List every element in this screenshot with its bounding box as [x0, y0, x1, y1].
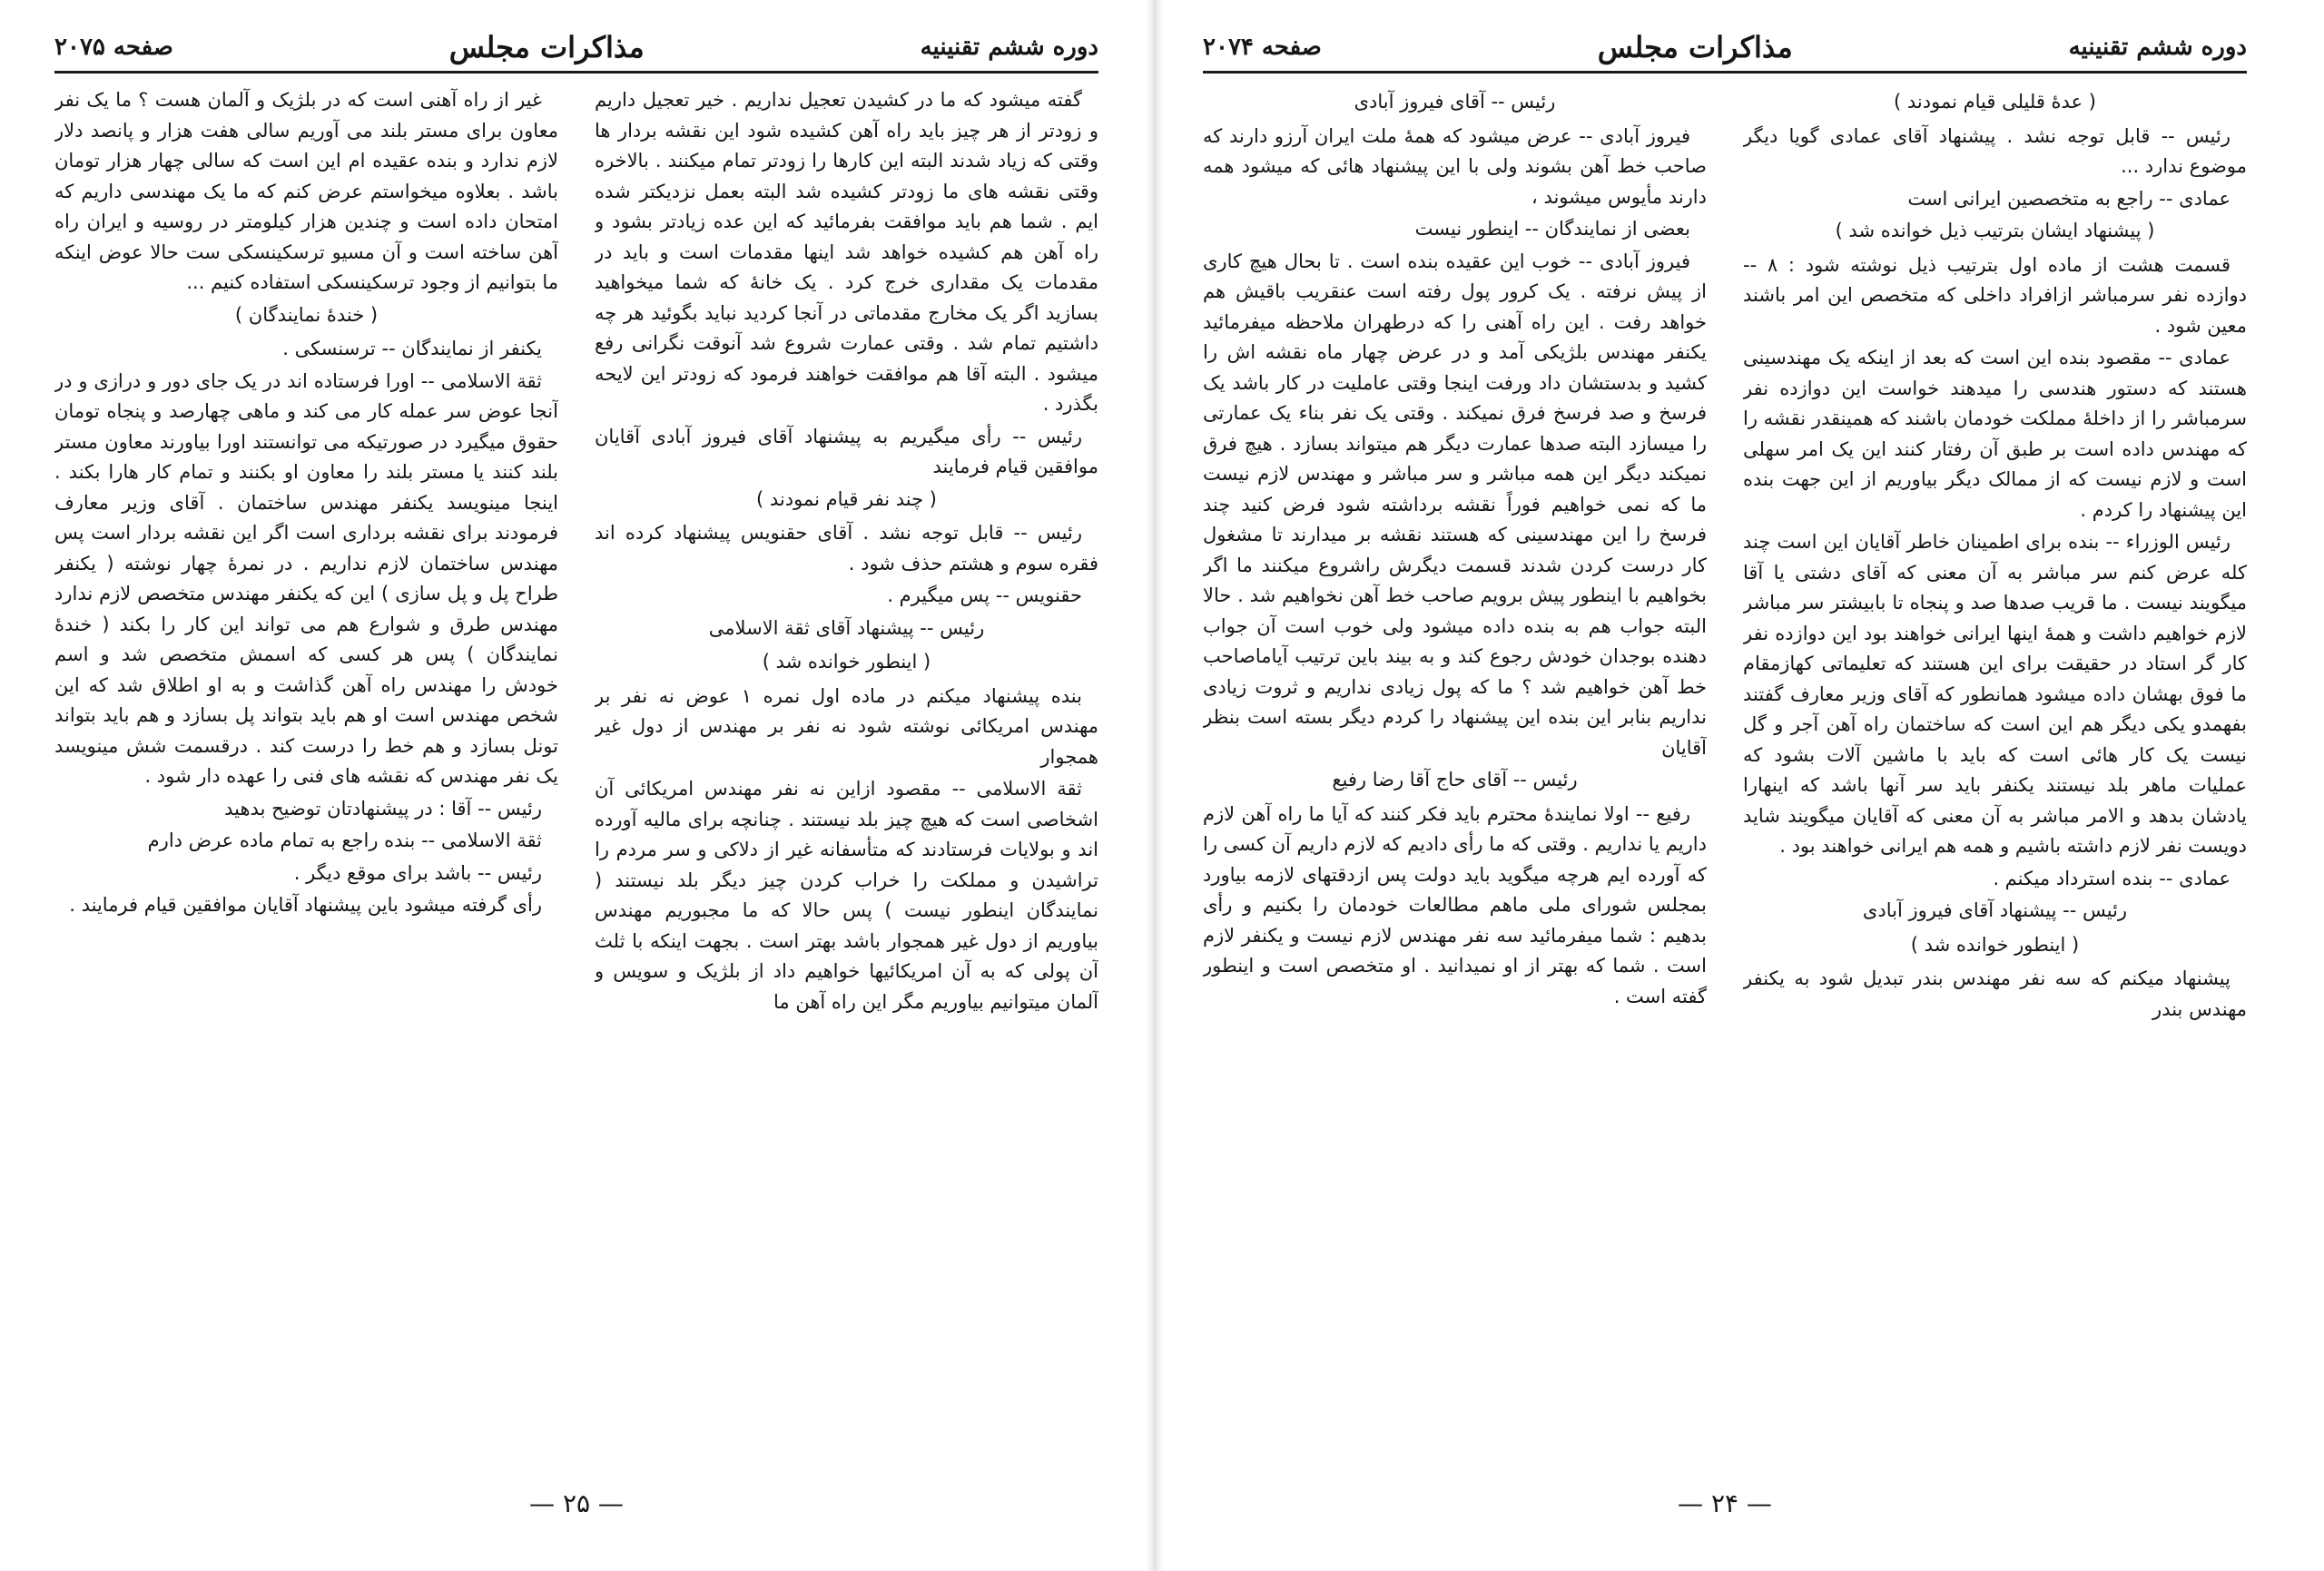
text-columns	[54, 85, 1098, 1469]
paragraph: حقنویس -- پس میگیرم .	[887, 584, 1082, 606]
centered-note: رئیس -- آقای فیروز آبادی	[1354, 91, 1556, 113]
centered-note: ( خندهٔ نمایندگان )	[234, 303, 379, 326]
header-page-label: صفحه ۲۰۷۵	[54, 34, 173, 61]
column-gap	[558, 85, 595, 1469]
paragraph: رئیس -- آقا : در پیشنهادتان توضیح بدهید	[224, 797, 542, 820]
paragraph: رفیع -- اولا نمایندهٔ محترم باید فکر کنند که آیا ما راه آهن لازم داریم یا نداریم . وقتی که ما رأی دادیم که لازم داریم آن کسی را که آورده ایم هرچه میگوید باید دولت پس ازدقتهای لازمه بیاورد بمجلس شورای ملی ماهم مطالعات خودمان را بکنیم و رأی بدهیم : شما میفرمائید سه نفر مهندس لازم نیست و یکنفر لازم است . شما که بهتر از او نمیدانید . او متخصص است و اینطور گفته است .	[1203, 802, 1707, 1007]
paragraph: قسمت هشت از ماده اول بترتیب ذیل نوشته شود : ۸ -- دوازده نفر سرمباشر ازافراد داخلی که متخصص این امر باشند معین شود .	[1743, 253, 2247, 337]
centered-note: ( چند نفر قیام نمودند )	[756, 487, 937, 510]
paragraph: رئیس -- قابل توجه نشد . پیشنهاد آقای عمادی گویا دیگر موضوع ندارد ...	[1743, 124, 2247, 177]
paragraph: ثقة الاسلامی -- بنده راجع به تمام ماده عرض دارم	[147, 830, 542, 851]
paragraph: گفته میشود که ما در کشیدن تعجیل نداریم . خیر تعجیل داریم و زودتر از هر چیز باید راه آهن کشیده شود این نقشه بردار ها وقتی که زیاد شدند البته این کارها را زودتر تمام میکنند . بالاخره وقتی نقشه های ما زودتر کشیده شد البته بعمل نزدیکتر شده ایم . شما هم باید موافقت بفرمائید که این عده زیادتر بشود و راه آهن هم کشیده خواهد شد اینها مقدمات است و باید در مقدمات یک مقداری خرج کرد . یک خانهٔ که شما میخواهید بسازید اگر یک مخارج مقدماتی در آنجا کردید نباید بگوئید هر چه داشتیم تمام شد . وقتی عمارت شروع شد آنوقت نگرانی رفع میشود . البته آقا هم موافقت خواهند فرمود که زودتر این لایحه بگذرد .	[595, 89, 1098, 415]
book-gutter	[1146, 0, 1164, 1571]
paragraph: یکنفر از نمایندگان -- ترسنسکی .	[282, 338, 542, 359]
page-number: — ۲۴ —	[1678, 1488, 1772, 1518]
paragraph: رئیس الوزراء -- بنده برای اطمینان خاطر آقایان این است چند کله عرض کنم سر مباشر به آن معنی که آقای دشتی یا آقا میگویند نیست . ما قریب صدها صد و پنجاه تا بابیشتر سر مباشر لازم خواهیم داشت و همهٔ اینها ایرانی خواهند بود این دوازده نفر کار گر استاد در حقیقت برای این هستند که تعلیماتی کهازمقام ما فوق بهشان داده میشود همانطور که آقای وزیر معارف گفتند بفهمدو یکی دیگر هم این است که ساختمان راه آهن آجر و گل نیست یک کار هائی است که باید با ماشین آلات بشود که عملیات ماهر بلد نیستند یکنفر باید سر آنها باشد که اینهارا یادشان بدهد و الامر مباشر به آن معنی که آقایان میگویند شاید دویست نفر لازم داشته باشیم و همه هم ایرانی خواهند بود .	[1743, 531, 2247, 857]
paragraph: بعضی از نمایندگان -- اینطور نیست	[1414, 218, 1690, 240]
page-number: — ۲۵ —	[529, 1488, 624, 1518]
running-head	[1203, 25, 2247, 69]
paragraph: عمادی -- راجع به متخصصین ایرانی است	[1907, 187, 2230, 210]
centered-note: ( پیشنهاد ایشان بترتیب ذیل خوانده شد )	[1835, 220, 2155, 241]
centered-note: رئیس -- پیشنهاد آقای ثقة الاسلامی	[708, 616, 985, 639]
text-column-left	[54, 85, 558, 1469]
header-period: دوره ششم تقنینیه	[920, 34, 1098, 61]
paragraph: فیروز آبادی -- خوب این عقیده بنده است . تا بحال هیچ کاری از پیش نرفته . یک کرور پول رفته است عنقریب باقیش هم خواهد رفت . این راه آهنی را که درطهران ملاحظه میفرمائید یکنفر مهندس بلژیکی آمد و در عرض چهار ماه نقشه اش را کشید و بدستشان داد ورفت اینجا وقتی عاملیت در کار باشد یک فرسخ و صد فرسخ فرق نمیکند . وقتی یک نفر بناء یک عمارتی را میسازد البته صدها عمارت دیگر هم میتواند بسازد . هیچ فرق نمیکند دیگر این همه مباشر و سر مباشر و مهندس لازم نیست ما که نمی خواهیم فوراً نقشه برداشته شود فرض کنید چند فرسخ را این مهندسینی که هستند نقشه بر میدارند تا مشغول کار درست کردن شدند قسمت دیگرش راشروع میکنند ما اگر بخواهیم با اینطور پیش برویم صاحب خط آهن نخواهیم شد . حالا البته جواب هم به بنده داده میشود ولی خوب است آن جواب دهنده بوجدان خودش رجوع کند و به بیند باین ترتیب آیاماصاحب خط آهن خواهیم شد ؟ ما که پول زیادی نداریم و ثروت زیادی نداریم بنابر این بنده این پیشنهاد را کردم دیگر بسته است بنظر آقایان	[1203, 250, 1707, 759]
paragraph: ثقة الاسلامی -- اورا فرستاده اند در یک جای دور و درازی و در آنجا عوض سر عمله کار می کند و ماهی چهارصد و پنجاه تومان حقوق میگیرد در صورتیکه می توانستند اورا بیاورند معاون مستر بلند کنند یا مستر بلند را معاون او بکنند و تمام کار هارا بکند . اینجا مینویسد یکنفر مهندس ساختمان . آقای وزیر معارف فرمودند برای نقشه برداری است اگر این نقشه بردار است پس مهندس ساختمان لازم نداریم . در نمرهٔ چهار نوشته ( یکنفر طراح پل و پل سازی ) این که یکنفر مهندس متخصص لازم ندارد مهندس طرق و شوارع هم می تواند این کار را بکند ( خندهٔ نمایندگان ) پس هر کسی که اسمش متخصص شد و اسم خودش را مهندس راه آهن گذاشت و به او اطلاق شد که این شخص مهندس است او هم باید بتواند پل بسازد و هم باید بتواند تونل بسازد و هم خط را درست کند . درقسمت شش مینویسد یک نفر مهندس که نقشه های فنی را عهده دار شود .	[54, 369, 558, 787]
header-page-label: صفحه ۲۰۷۴	[1203, 34, 1322, 61]
centered-note: رئیس -- پیشنهاد آقای فیروز آبادی	[1862, 899, 2128, 921]
header-period: دوره ششم تقنینیه	[2068, 34, 2247, 61]
paragraph: ثقة الاسلامی -- مقصود ازاین نه نفر مهندس امریکائی آن اشخاصی است که هیچ چیز بلد نیستند . چنانچه برای مالیه آورده اند و بولایات فرستادند که متأسفانه غیر از دلاکی و سر مردم را تراشیدن و مملکت را خراب کردن چیز دیگر بلد نیستند ( نمایندگان اینطور نیست ) پس حالا که ما مجبوریم مهندس بیاوریم از دول غیر همجوار باشد بهتر است . بجهت اینکه با ثلث آن پولی که به آن امریکائیها خواهیم داد از بلژیک و سویس و آلمان میتوانیم بیاوریم مگر این راه آهن ما	[595, 778, 1098, 1013]
left-page	[54, 25, 1098, 1532]
header-title: مذاکرات مجلس	[1597, 30, 1793, 64]
centered-note: رئیس -- آقای حاج آقا رضا رفیع	[1332, 769, 1578, 790]
paragraph: رئیس -- قابل توجه نشد . آقای حقنویس پیشنهاد کرده اند فقره سوم و هشتم حذف شود .	[595, 522, 1098, 574]
column-gap	[1707, 85, 1743, 1469]
header-rule	[54, 71, 1098, 74]
paragraph: عمادی -- مقصود بنده این است که بعد از اینکه یک مهندسینی هستند که دستور هندسی را میدهند خواست این دوازده نفر سرمباشر را از داخلهٔ مملکت خودمان باشند که همینقدر نقشه را که مهندس داده است بر طبق آن رفتار کنند این یک امر سهلی است و لازم نیست که از ممالک دیگر بیاوریم از این جهت بنده این پیشنهاد را کردم .	[1743, 347, 2247, 521]
running-head	[54, 25, 1098, 69]
header-rule	[1203, 71, 2247, 74]
paragraph: پیشنهاد میکنم که سه نفر مهندس بندر تبدیل شود به یکنفر مهندس بندر	[1743, 967, 2247, 1020]
text-columns	[1203, 85, 2247, 1469]
header-title: مذاکرات مجلس	[448, 30, 645, 64]
paragraph: رئیس -- رأی میگیریم به پیشنهاد آقای فیروز آبادی آقایان موافقین قیام فرمایند	[595, 425, 1098, 477]
text-column-right	[595, 85, 1098, 1469]
text-column-left	[1203, 85, 1707, 1469]
centered-note: ( اینطور خوانده شد )	[762, 651, 931, 673]
paragraph: بنده پیشنهاد میکنم در ماده اول نمره ۱ عوض نه نفر بر مهندس امریکائی نوشته شود نه نفر بر مهندس از دول غیر همجوار	[595, 684, 1098, 768]
centered-note: ( اینطور خوانده شد )	[1910, 933, 2080, 956]
centered-note: ( عدهٔ قلیلی قیام نمودند )	[1894, 91, 2096, 113]
paragraph: رأی گرفته میشود باین پیشنهاد آقایان موافقین قیام فرمایند .	[69, 894, 542, 916]
paragraph: فیروز آبادی -- عرض میشود که همهٔ ملت ایران آرزو دارند که صاحب خط آهن بشوند ولی با این پیشنهاد هائی که میشود همه دارند مأیوس میشوند ،	[1203, 124, 1707, 208]
text-column-right	[1743, 85, 2247, 1469]
paragraph: غیر از راه آهنی است که در بلژیک و آلمان هست ؟ ما یک نفر معاون برای مستر بلند می آوریم سالی هفت هزار و پانصد دلار لازم ندارد و بنده عقیده ام این است که سالی چهار هزار تومان باشد . بعلاوه میخواستم عرض کنم که ما یک مهندسی داریم که امتحان داده است و چندین هزار کیلومتر در روسیه و ایران راه آهن ساخته است و آن مسیو ترسکینسکی ست حالا عوض اینکه ما بتوانیم از وجود ترسکینسکی استفاده کنیم ...	[54, 89, 558, 293]
paragraph: رئیس -- باشد برای موقع دیگر .	[293, 861, 542, 884]
right-page	[1203, 25, 2247, 1532]
paragraph: عمادی -- بنده استرداد میکنم .	[1993, 867, 2230, 889]
